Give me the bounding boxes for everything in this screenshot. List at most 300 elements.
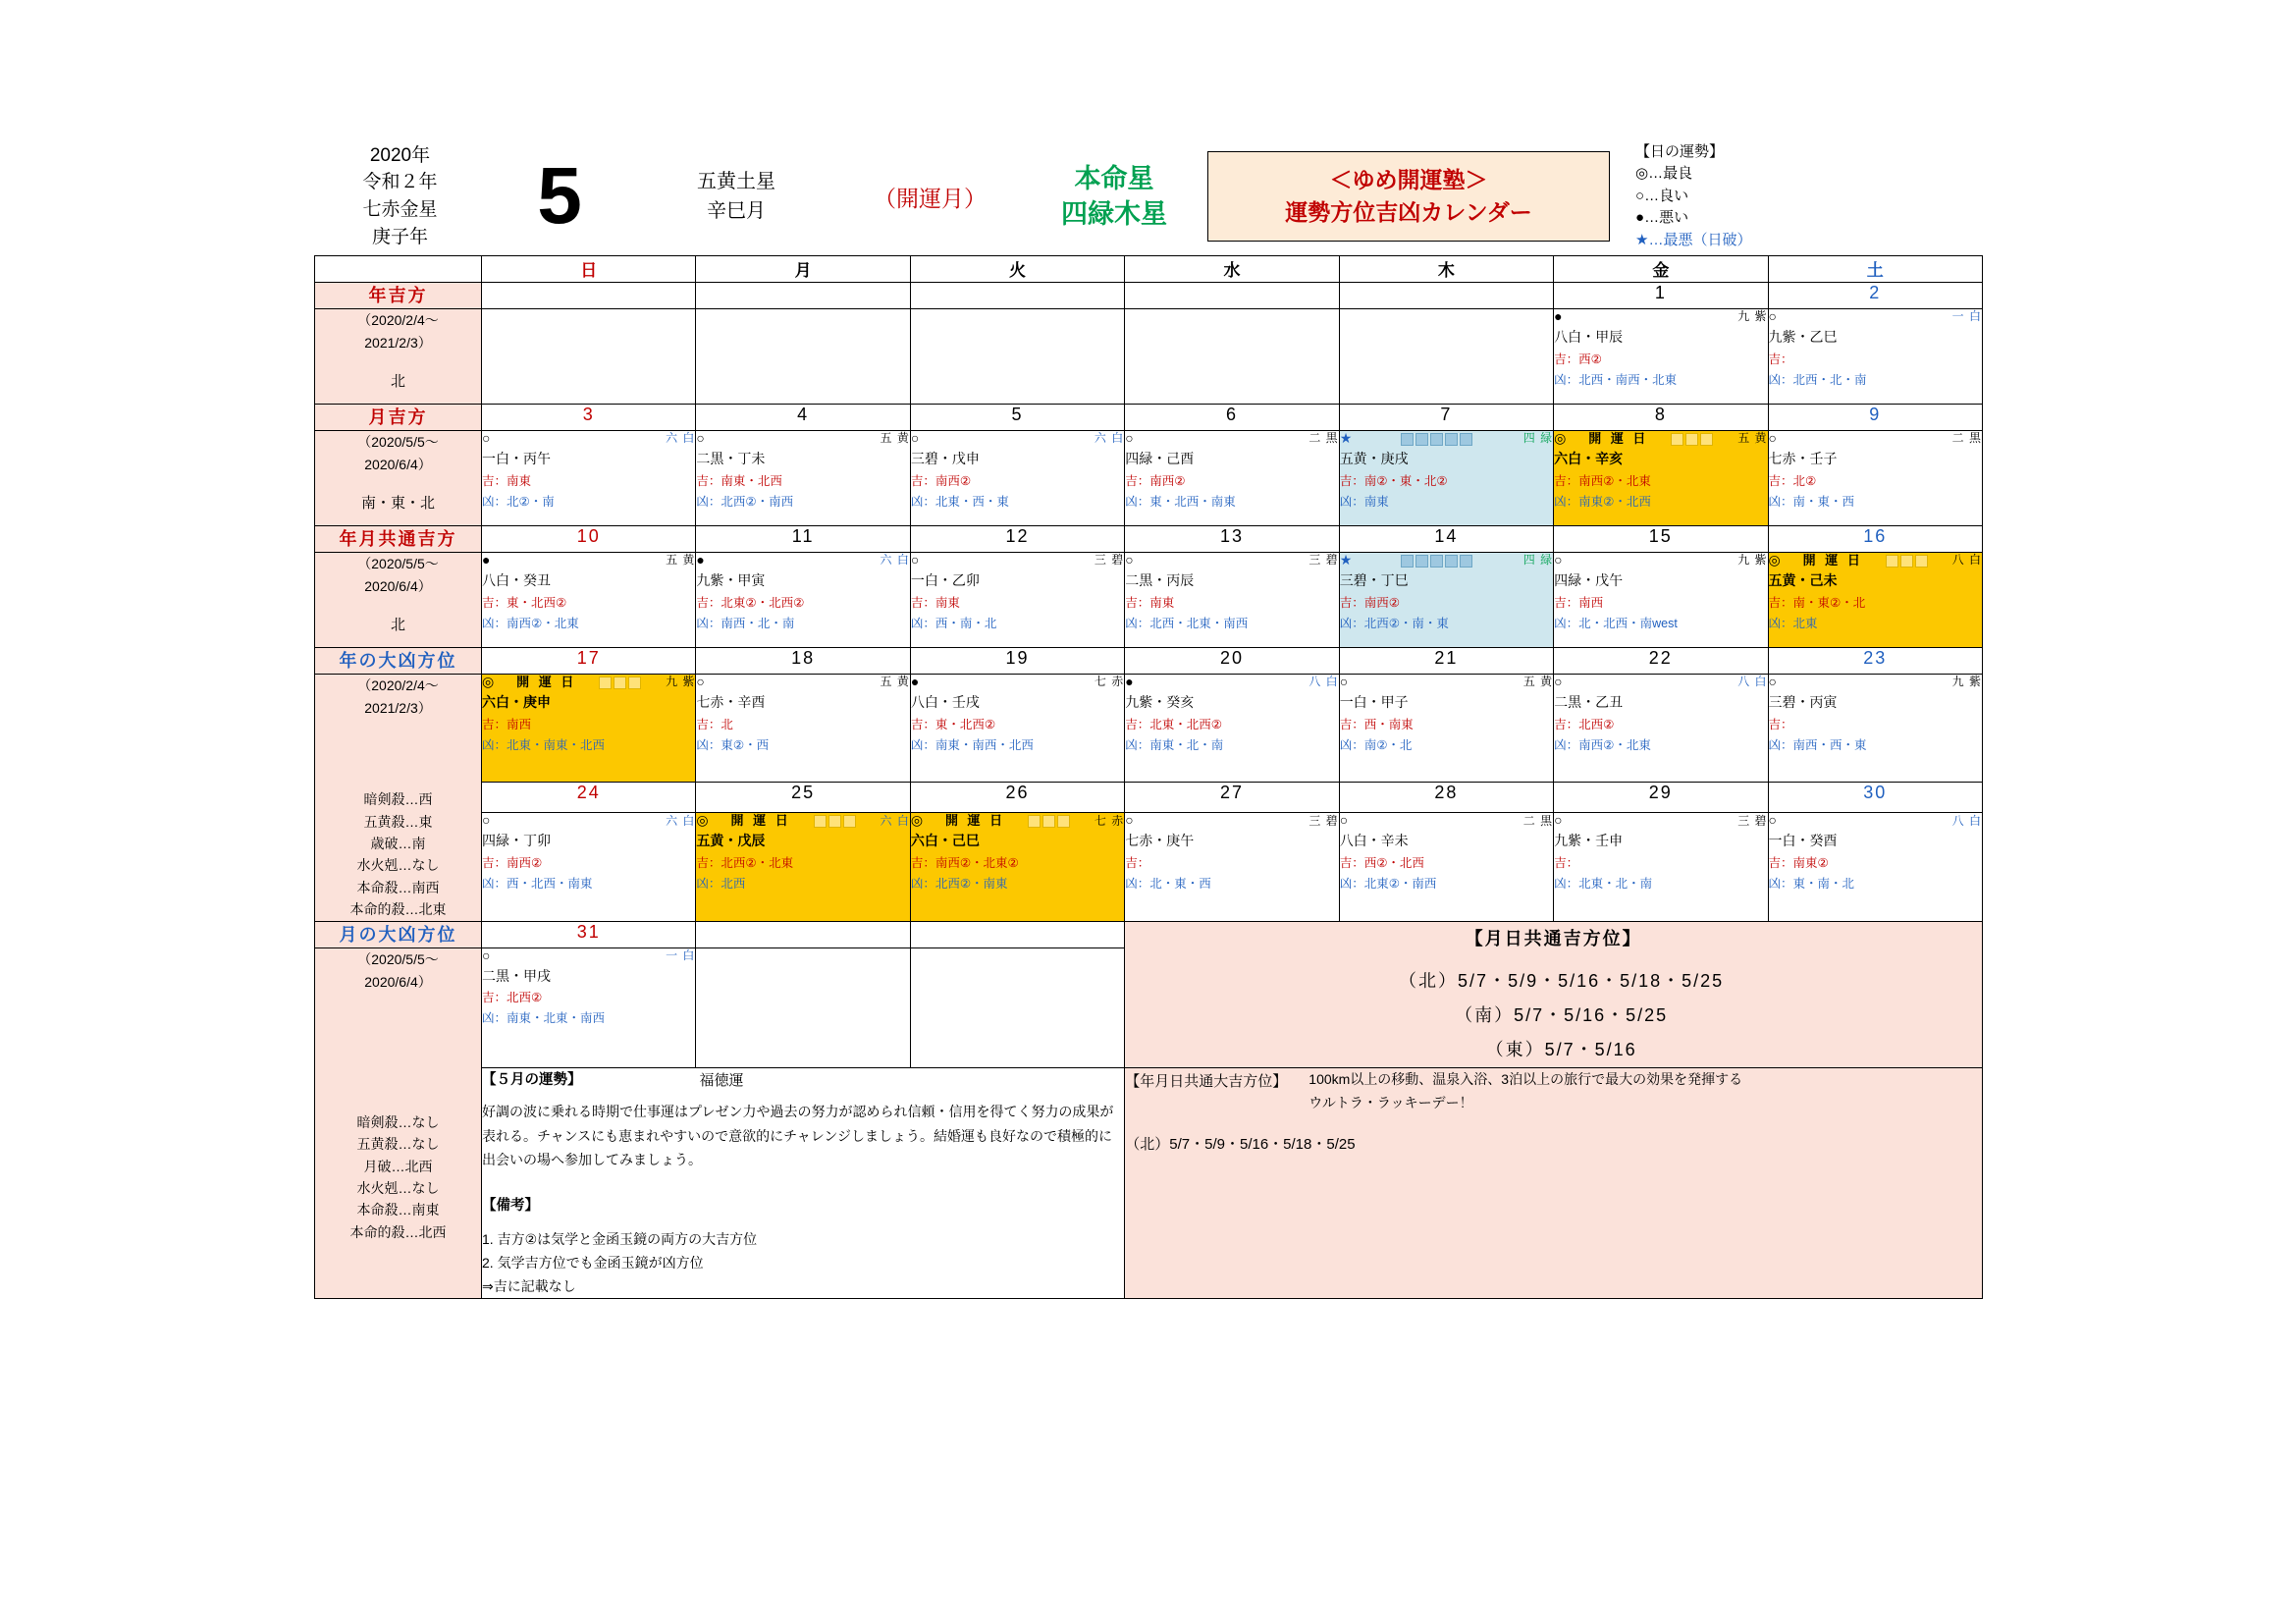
side-label-3: 年の大凶方位 bbox=[315, 648, 482, 675]
kyo-direction: 凶：東②・西 bbox=[696, 737, 770, 752]
kyo-direction: 凶：東・南・北 bbox=[1768, 876, 1855, 891]
kichi-direction: 吉： bbox=[1768, 717, 1793, 731]
day-cell-empty bbox=[1125, 309, 1339, 405]
kanshi: 九紫・乙巳 bbox=[1768, 329, 1838, 345]
day-number bbox=[696, 921, 910, 947]
legend-text-worst: …最悪（日破） bbox=[1648, 231, 1752, 248]
kyotsu-title: 【月日共通吉方位】 bbox=[1465, 928, 1642, 948]
day-cell-empty bbox=[910, 309, 1124, 405]
day-cell[interactable] bbox=[696, 553, 910, 648]
day-cell[interactable] bbox=[910, 553, 1124, 648]
week-number-row bbox=[315, 526, 1983, 553]
day-number bbox=[1125, 283, 1339, 309]
marker-squares bbox=[1671, 430, 1715, 448]
kanshi: 八白・辛未 bbox=[1339, 833, 1409, 849]
fortune-mark: ◎ bbox=[482, 674, 495, 690]
fortune-mark: ○ bbox=[1768, 430, 1777, 447]
kanshi: 二黒・甲戌 bbox=[482, 967, 551, 984]
day-number: 22 bbox=[1554, 648, 1768, 675]
day-cell-kaiun[interactable] bbox=[1554, 431, 1768, 526]
day-number: 23 bbox=[1768, 648, 1982, 675]
side-period-line: （2020/2/4〜 bbox=[357, 677, 439, 693]
kaiun-day-label: 開 運 日 bbox=[730, 812, 791, 828]
nine-star: 八 白 bbox=[1951, 553, 1982, 568]
nine-star: 五 黄 bbox=[666, 553, 696, 568]
kichi-direction: 吉：南東 bbox=[910, 595, 960, 610]
nine-star: 三 碧 bbox=[1308, 553, 1339, 568]
kichi-direction: 吉：北西② bbox=[482, 991, 543, 1005]
dow-sun: 日 bbox=[482, 256, 696, 283]
kyo-direction: 凶：南東・南西・北西 bbox=[910, 737, 1034, 752]
remark-line: 1. 吉方②は気学と金函玉鏡の両方の大吉方位 bbox=[482, 1231, 758, 1248]
fortune-mark: ★ bbox=[1339, 552, 1353, 568]
day-number: 9 bbox=[1768, 405, 1982, 431]
week-cells-row bbox=[315, 675, 1983, 783]
fortune-mark: ○ bbox=[482, 812, 491, 829]
kichi-direction: 吉：東・北西② bbox=[910, 717, 996, 731]
day-cell[interactable] bbox=[482, 813, 696, 921]
marker-squares bbox=[814, 812, 858, 830]
day-cell[interactable] bbox=[1339, 675, 1553, 783]
day-cell[interactable] bbox=[1768, 309, 1982, 405]
kanshi: 一白・甲子 bbox=[1339, 694, 1409, 710]
nine-star: 三 碧 bbox=[1094, 553, 1125, 568]
fortune-mark: ○ bbox=[1768, 812, 1777, 829]
side-period-line: 2021/2/3） bbox=[364, 335, 432, 352]
day-number: 27 bbox=[1125, 783, 1339, 813]
fortune-mark: ○ bbox=[482, 430, 491, 447]
day-cell[interactable] bbox=[696, 431, 910, 526]
kanshi: 六白・己巳 bbox=[910, 833, 980, 849]
nine-star: 三 碧 bbox=[1308, 813, 1339, 828]
daikichi-line: （北）5/7・5/9・5/16・5/18・5/25 bbox=[1125, 1135, 1356, 1153]
kaiun-month-label: （開運月） bbox=[874, 185, 987, 211]
day-number: 7 bbox=[1339, 405, 1553, 431]
kyo-direction: 凶：南西②・北東 bbox=[1554, 737, 1651, 752]
kichi-direction: 吉：南西②・北東② bbox=[910, 855, 1019, 870]
kanshi: 三碧・戊申 bbox=[910, 451, 980, 466]
kanshi: 七赤・庚午 bbox=[1125, 833, 1195, 849]
kyotsu-line: （南）5/7・5/16・5/25 bbox=[1455, 1004, 1669, 1025]
day-number: 16 bbox=[1768, 526, 1982, 553]
legend-mark-good: ○ bbox=[1635, 187, 1645, 204]
kanshi: 九紫・癸亥 bbox=[1125, 694, 1195, 710]
kichi-direction: 吉：南西② bbox=[1125, 473, 1186, 488]
side-period-line: 2020/6/4） bbox=[364, 457, 432, 473]
nine-star: 五 黄 bbox=[1737, 431, 1768, 446]
kyo-direction: 凶：北・北西・南west bbox=[1554, 616, 1678, 630]
nine-star: 六 白 bbox=[880, 553, 910, 568]
day-number: 24 bbox=[482, 783, 696, 813]
kyo-direction: 凶：南東・北・南 bbox=[1125, 737, 1224, 752]
daikichi-panel bbox=[1125, 1067, 1983, 1299]
fortune-mark: ○ bbox=[1339, 674, 1349, 690]
nine-star: 七 赤 bbox=[1094, 675, 1125, 689]
kichi-direction: 吉：南西 bbox=[1554, 595, 1604, 610]
dow-row bbox=[315, 256, 1983, 283]
side-kyo-line: 本命殺…南東 bbox=[356, 1202, 440, 1218]
fortune-mark: ◎ bbox=[1768, 552, 1781, 568]
side-kyo-line: 歳破…南 bbox=[370, 835, 426, 851]
legend-mark-worst: ★ bbox=[1635, 231, 1649, 248]
side-label-4: 月の大凶方位 bbox=[315, 921, 482, 947]
kichi-direction: 吉：北東・北西② bbox=[1125, 717, 1222, 731]
calendar-sheet bbox=[314, 137, 1983, 1299]
dow-corner bbox=[315, 256, 482, 283]
legend-title: 【日の運勢】 bbox=[1635, 142, 1725, 160]
kyo-direction: 凶：北西②・南東 bbox=[910, 876, 1008, 891]
calendar-table bbox=[314, 255, 1983, 1299]
kichi-direction: 吉：北西②・北東 bbox=[696, 855, 794, 870]
year-block bbox=[314, 142, 486, 250]
kichi-direction: 吉：南西② bbox=[910, 473, 972, 488]
title-line-1: 運勢方位吉凶カレンダー bbox=[1285, 199, 1532, 225]
day-number bbox=[910, 921, 1124, 947]
day-number: 2 bbox=[1768, 283, 1982, 309]
year-line-1: 令和２年 bbox=[362, 172, 438, 193]
kyo-direction: 凶：西・南・北 bbox=[910, 616, 997, 630]
day-number bbox=[696, 283, 910, 309]
week-cells-row bbox=[315, 553, 1983, 648]
fortune-mark: ○ bbox=[1554, 812, 1563, 829]
day-cell-kaiun[interactable] bbox=[910, 813, 1124, 921]
kanshi: 八白・甲辰 bbox=[1554, 329, 1624, 345]
fortune-mark: ○ bbox=[1125, 552, 1134, 568]
remark-line: 2. 気学吉方位でも金函玉鏡が凶方位 bbox=[482, 1254, 704, 1271]
day-number: 19 bbox=[910, 648, 1124, 675]
side-info-0 bbox=[315, 309, 482, 405]
kyo-direction: 凶：南東 bbox=[1339, 494, 1389, 509]
day-number: 14 bbox=[1339, 526, 1553, 553]
kanshi: 二黒・丙辰 bbox=[1125, 572, 1195, 588]
fortune-mark: ○ bbox=[910, 552, 920, 568]
week-number-row bbox=[315, 783, 1983, 813]
day-cell-kaiun[interactable] bbox=[482, 675, 696, 783]
fortune-mark: ◎ bbox=[696, 812, 709, 829]
dow-thu: 木 bbox=[1339, 256, 1553, 283]
day-number: 29 bbox=[1554, 783, 1768, 813]
legend-item bbox=[1635, 163, 1983, 186]
kyo-direction: 凶：北西 bbox=[696, 876, 746, 891]
day-number: 13 bbox=[1125, 526, 1339, 553]
daikichi-title: 【年月日共通大吉方位】 bbox=[1125, 1072, 1288, 1090]
honmei-line-0: 本命星 bbox=[1074, 163, 1154, 193]
fortune-mark: ○ bbox=[696, 430, 705, 447]
day-cell-kaiun[interactable] bbox=[696, 813, 910, 921]
fortune-mark: ○ bbox=[910, 430, 920, 447]
kanshi: 二黒・乙丑 bbox=[1554, 694, 1624, 710]
marker-squares bbox=[1401, 430, 1474, 448]
legend-text-good: …良い bbox=[1644, 187, 1689, 204]
fortune-mark: ◎ bbox=[910, 812, 924, 829]
day-number: 30 bbox=[1768, 783, 1982, 813]
kanshi: 一白・丙午 bbox=[482, 451, 551, 466]
kichi-direction: 吉：南西② bbox=[482, 855, 543, 870]
day-cell[interactable] bbox=[910, 431, 1124, 526]
kichi-direction: 吉：北② bbox=[1768, 473, 1817, 488]
kichi-direction: 吉：北西② bbox=[1554, 717, 1615, 731]
nine-star: 五 黄 bbox=[880, 431, 910, 446]
legend-item bbox=[1635, 207, 1983, 230]
day-cell-kaiun[interactable] bbox=[1768, 553, 1982, 648]
day-cell[interactable] bbox=[1125, 675, 1339, 783]
nine-star: 一 白 bbox=[1951, 309, 1982, 324]
nine-star: 六 白 bbox=[1094, 431, 1125, 446]
kyotsu-panel bbox=[1125, 921, 1983, 1067]
side-info-2 bbox=[315, 553, 482, 648]
day-number: 26 bbox=[910, 783, 1124, 813]
day-number: 6 bbox=[1125, 405, 1339, 431]
kyo-direction: 凶：東・北西・南東 bbox=[1125, 494, 1236, 509]
legend-text-bad: …悪い bbox=[1644, 209, 1689, 227]
legend-text-best: …最良 bbox=[1648, 165, 1693, 183]
day-cell[interactable] bbox=[1339, 431, 1553, 526]
kyo-direction: 凶：南・東・西 bbox=[1768, 494, 1855, 509]
kyo-direction: 凶：北東②・南西 bbox=[1339, 876, 1437, 891]
dow-mon: 月 bbox=[696, 256, 910, 283]
day-number bbox=[482, 283, 696, 309]
fortune-mark: ★ bbox=[1339, 430, 1353, 447]
year-line-3: 庚子年 bbox=[371, 226, 428, 247]
day-number: 12 bbox=[910, 526, 1124, 553]
day-number: 4 bbox=[696, 405, 910, 431]
nine-star: 一 白 bbox=[666, 948, 696, 963]
legend-mark-best: ◎ bbox=[1635, 165, 1649, 183]
kanshi: 八白・癸丑 bbox=[482, 572, 551, 588]
day-cell[interactable] bbox=[1554, 675, 1768, 783]
kanshi: 九紫・壬申 bbox=[1554, 833, 1624, 849]
day-cell[interactable] bbox=[1554, 309, 1768, 405]
kanshi: 六白・辛亥 bbox=[1554, 451, 1624, 466]
day-cell-empty bbox=[696, 947, 910, 1067]
title-line-0: ＜ゆめ開運塾＞ bbox=[1329, 166, 1488, 192]
week-number-row bbox=[315, 648, 1983, 675]
kanshi: 三碧・丙寅 bbox=[1768, 694, 1838, 710]
honmei-line-1: 四緑木星 bbox=[1061, 199, 1167, 229]
day-number bbox=[1339, 283, 1553, 309]
side-direction: 南・東・北 bbox=[360, 495, 435, 513]
fukutoku-label: 福徳運 bbox=[699, 1071, 744, 1089]
day-cell[interactable] bbox=[1768, 675, 1982, 783]
side-kyo-line: 暗剣殺…西 bbox=[363, 791, 433, 808]
kyo-direction: 凶：南東・北東・南西 bbox=[482, 1011, 606, 1026]
side-label-1: 月吉方 bbox=[315, 405, 482, 431]
day-cell-empty bbox=[482, 309, 696, 405]
kanshi: 一白・癸酉 bbox=[1768, 833, 1838, 849]
day-number: 31 bbox=[482, 921, 696, 947]
fortune-mark: ○ bbox=[1339, 812, 1349, 829]
nine-star: 九 紫 bbox=[666, 675, 696, 689]
monthly-fortune-panel bbox=[482, 1067, 1125, 1299]
day-number: 25 bbox=[696, 783, 910, 813]
kyo-direction: 凶：北②・南 bbox=[482, 494, 555, 509]
day-number: 18 bbox=[696, 648, 910, 675]
side-period-line: （2020/2/4〜 bbox=[357, 312, 439, 328]
week-number-row bbox=[315, 405, 1983, 431]
day-cell[interactable] bbox=[482, 431, 696, 526]
side-kyo-line: 本命殺…南西 bbox=[356, 879, 440, 895]
day-number: 11 bbox=[696, 526, 910, 553]
kaiun-day-label: 開 運 日 bbox=[1802, 552, 1863, 568]
fortune-mark: ○ bbox=[1554, 674, 1563, 690]
day-number bbox=[910, 283, 1124, 309]
side-direction: 北 bbox=[390, 373, 405, 391]
kyo-direction: 凶：南西②・北東 bbox=[482, 616, 579, 630]
nine-star: 五 黄 bbox=[1522, 675, 1554, 689]
day-cell-empty bbox=[696, 309, 910, 405]
side-period-line: （2020/5/5〜 bbox=[357, 950, 439, 967]
day-number: 15 bbox=[1554, 526, 1768, 553]
day-number: 8 bbox=[1554, 405, 1768, 431]
side-kyo-line: 水火剋…なし bbox=[356, 857, 440, 874]
daikichi-note-line: 100km以上の移動、温泉入浴、3泊以上の旅行で最大の効果を発揮する bbox=[1308, 1070, 1743, 1087]
kichi-direction: 吉：南東② bbox=[1768, 855, 1829, 870]
kanshi: 一白・乙卯 bbox=[910, 572, 980, 588]
kyo-direction: 凶：北東 bbox=[1768, 616, 1818, 630]
kichi-direction: 吉：南東 bbox=[482, 473, 532, 488]
kanshi: 四緑・丁卯 bbox=[482, 833, 551, 849]
month-star-block bbox=[633, 167, 839, 226]
day-cell-empty bbox=[910, 947, 1124, 1067]
monthly-fortune-body: 好調の波に乗れる時期で仕事運はプレゼン力や過去の努力が認められ信頼・信用を得てく努力の成果が表れる。チャンスにも恵まれやすいので意欲的にチャレンジしましょう。結婚運も良好なので積極的に出会いの場へ参加してみましょう。 bbox=[482, 1104, 1114, 1168]
week-cells-row bbox=[315, 431, 1983, 526]
kyo-direction: 凶：南②・北 bbox=[1339, 737, 1413, 752]
side-info-4 bbox=[315, 947, 482, 1299]
side-kyo-line: 暗剣殺…なし bbox=[356, 1113, 440, 1130]
side-kyo-line: 水火剋…なし bbox=[356, 1179, 440, 1196]
kanshi: 七赤・壬子 bbox=[1768, 451, 1838, 466]
day-cell[interactable] bbox=[482, 553, 696, 648]
nine-star: 九 紫 bbox=[1737, 553, 1768, 568]
day-cell[interactable] bbox=[1125, 553, 1339, 648]
kyotsu-line: （北）5/7・5/9・5/16・5/18・5/25 bbox=[1399, 970, 1725, 991]
marker-squares bbox=[1028, 812, 1072, 830]
nine-star: 六 白 bbox=[666, 431, 696, 446]
kichi-direction: 吉： bbox=[1768, 352, 1793, 366]
legend-item bbox=[1635, 186, 1983, 208]
calendar-header bbox=[314, 137, 1983, 255]
kichi-direction: 吉：南西②・北東 bbox=[1554, 473, 1651, 488]
nine-star: 五 黄 bbox=[880, 675, 910, 689]
dow-sat: 土 bbox=[1768, 256, 1982, 283]
kaiun-day-label: 開 運 日 bbox=[944, 812, 1006, 828]
dow-fri: 金 bbox=[1554, 256, 1768, 283]
kyo-direction: 凶：北東・南東・北西 bbox=[482, 737, 606, 752]
month-star-line-1: 辛巳月 bbox=[707, 200, 766, 222]
kyo-direction: 凶：西・北西・南東 bbox=[482, 876, 593, 891]
day-cell[interactable] bbox=[1339, 553, 1553, 648]
day-number: 20 bbox=[1125, 648, 1339, 675]
kichi-direction: 吉： bbox=[1125, 855, 1150, 870]
kichi-direction: 吉：北 bbox=[696, 717, 733, 731]
bottom-row bbox=[315, 1067, 1983, 1299]
fortune-mark: ○ bbox=[1768, 674, 1777, 690]
title-box bbox=[1207, 151, 1610, 243]
month-star-line-0: 五黄土星 bbox=[697, 171, 775, 192]
legend-mark-bad: ● bbox=[1635, 209, 1645, 227]
kichi-direction: 吉：西② bbox=[1554, 352, 1602, 366]
day-cell[interactable] bbox=[1554, 813, 1768, 921]
side-period-line: （2020/5/5〜 bbox=[357, 434, 439, 450]
fortune-mark: ○ bbox=[482, 947, 491, 963]
kanshi: 五黄・戊辰 bbox=[696, 833, 766, 849]
kanshi: 六白・庚申 bbox=[482, 694, 551, 710]
nine-star: 八 白 bbox=[1737, 675, 1768, 689]
day-cell[interactable] bbox=[1768, 431, 1982, 526]
week-number-row bbox=[315, 921, 1983, 947]
kyo-direction: 凶：南東②・北西 bbox=[1554, 494, 1651, 509]
day-number: 3 bbox=[482, 405, 696, 431]
side-direction: 北 bbox=[390, 617, 405, 634]
side-kyo-line: 五黄殺…東 bbox=[363, 813, 433, 830]
kichi-direction: 吉：南西 bbox=[482, 717, 532, 731]
year-line-2: 七赤金星 bbox=[362, 199, 438, 220]
nine-star: 二 黒 bbox=[1522, 813, 1554, 828]
kichi-direction: 吉：東・北西② bbox=[482, 595, 567, 610]
kyo-direction: 凶：南西・北・南 bbox=[696, 616, 795, 630]
kanshi: 四緑・己酉 bbox=[1125, 451, 1195, 466]
monthly-fortune-title: 【５月の運勢】 bbox=[482, 1071, 582, 1088]
kaiun-day-label: 開 運 日 bbox=[516, 674, 577, 689]
day-cell[interactable] bbox=[1125, 813, 1339, 921]
side-kyo-line: 本命的殺…北西 bbox=[349, 1223, 447, 1240]
side-period-line: 2020/6/4） bbox=[364, 973, 432, 990]
day-number: 28 bbox=[1339, 783, 1553, 813]
kyo-direction: 凶：北西・南西・北東 bbox=[1554, 372, 1678, 387]
nine-star: 九 紫 bbox=[1951, 675, 1982, 689]
day-number: 21 bbox=[1339, 648, 1553, 675]
nine-star: 二 黒 bbox=[1951, 431, 1982, 446]
side-label-0: 年吉方 bbox=[315, 283, 482, 309]
marker-squares bbox=[1886, 552, 1930, 569]
week-cells-row bbox=[315, 309, 1983, 405]
fortune-mark: ● bbox=[482, 552, 491, 568]
day-cell[interactable] bbox=[482, 947, 696, 1067]
kichi-direction: 吉：西・南東 bbox=[1339, 717, 1414, 731]
day-cell[interactable] bbox=[696, 675, 910, 783]
kanshi: 七赤・辛酉 bbox=[696, 694, 766, 710]
nine-star: 八 白 bbox=[1308, 675, 1339, 689]
side-period-line: （2020/5/5〜 bbox=[357, 556, 439, 571]
day-cell[interactable] bbox=[1339, 813, 1553, 921]
day-cell[interactable] bbox=[1125, 431, 1339, 526]
fortune-mark: ○ bbox=[1554, 552, 1563, 568]
side-info-3 bbox=[315, 675, 482, 922]
kyo-direction: 凶：北東・西・東 bbox=[910, 494, 1009, 509]
kichi-direction: 吉：南②・東・北② bbox=[1339, 473, 1448, 488]
fortune-mark: ○ bbox=[1768, 308, 1777, 325]
day-cell[interactable] bbox=[1768, 813, 1982, 921]
side-period-line: 2021/2/3） bbox=[364, 700, 432, 717]
dow-wed: 水 bbox=[1125, 256, 1339, 283]
kyo-direction: 凶：北・東・西 bbox=[1125, 876, 1211, 891]
nine-star: 四 緑 bbox=[1522, 553, 1554, 568]
kichi-direction: 吉：南西② bbox=[1339, 595, 1400, 610]
fortune-mark: ● bbox=[1125, 674, 1134, 690]
day-number: 1 bbox=[1554, 283, 1768, 309]
kyotsu-line: （東）5/7・5/16 bbox=[1485, 1039, 1637, 1059]
nine-star: 六 白 bbox=[880, 813, 910, 828]
kanshi: 四緑・戊午 bbox=[1554, 572, 1624, 588]
dow-tue: 火 bbox=[910, 256, 1124, 283]
day-cell[interactable] bbox=[1554, 553, 1768, 648]
fortune-mark: ○ bbox=[696, 674, 705, 690]
nine-star: 四 緑 bbox=[1522, 431, 1554, 446]
fortune-mark: ○ bbox=[1125, 812, 1134, 829]
side-kyo-line: 五黄殺…なし bbox=[356, 1136, 440, 1153]
day-number: 10 bbox=[482, 526, 696, 553]
day-cell[interactable] bbox=[910, 675, 1124, 783]
